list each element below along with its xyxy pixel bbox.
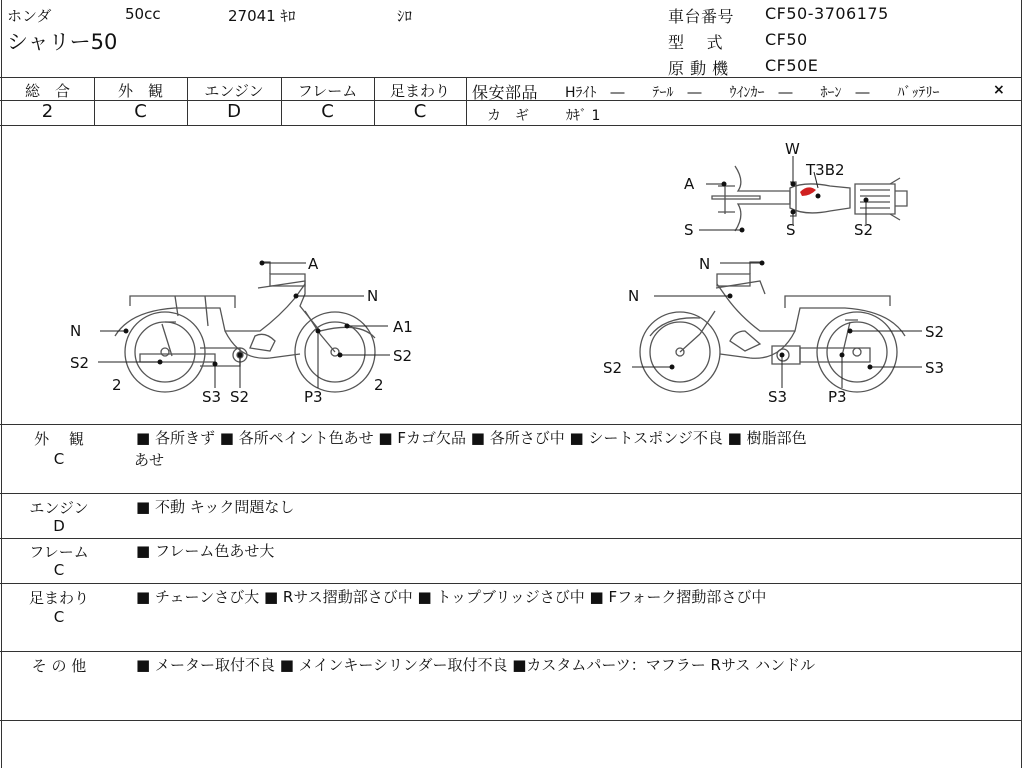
label-right-p3: P3 [828, 388, 847, 406]
grade-exterior-label: 外 観 [117, 82, 163, 100]
label-left-s2-bottom: S2 [230, 388, 250, 406]
label-top-w: W [785, 140, 800, 158]
color: ｼﾛ [397, 7, 413, 25]
label-top-s2: S2 [854, 221, 874, 239]
label-left-s2-left: S2 [70, 354, 90, 372]
notes-exterior-text: ■ 各所きず ■ 各所ペイント色あせ ■ Fカゴ欠品 ■ 各所さび中 ■ シートスポンジ不良 ■ 樹脂部色 [136, 429, 807, 447]
notes-suspension-text: ■ チェーンさび大 ■ Rサス摺動部さび中 ■ トップブリッジさび中 ■ Fフォーク摺動部さび中 [136, 588, 767, 606]
grade-suspension-value: C [413, 101, 427, 122]
label-left-p3: P3 [304, 388, 323, 406]
safety-items: Hﾗｲﾄ ― ﾃｰﾙ ― ｳｲﾝｶｰ ― ﾎｰﾝ ― ﾊﾞｯﾃﾘｰ [565, 85, 940, 101]
damage-diagram [0, 126, 1022, 423]
label-left-n-left: N [70, 322, 82, 340]
label-right-n-top: N [699, 255, 711, 273]
battery-missing-mark: × [993, 82, 1005, 98]
label-right-s3-right: S3 [925, 359, 945, 377]
engine-label: 原 動 機 [668, 59, 729, 78]
label-left-num-right: 2 [374, 376, 384, 394]
key-value: ｶｷﾞ 1 [566, 108, 601, 124]
label-right-s3-bottom: S3 [768, 388, 788, 406]
label-left-n-top: N [367, 287, 379, 305]
engine-value: CF50E [765, 56, 819, 75]
notes-exterior-grade: C [53, 450, 65, 468]
notes-other-label: そ の 他 [31, 657, 87, 675]
label-left-num-left: 2 [112, 376, 122, 394]
label-right-s2-right: S2 [925, 323, 945, 341]
label-right-s2-left: S2 [603, 359, 623, 377]
safety-title: 保安部品 [472, 83, 539, 102]
bike-left-view-icon [115, 262, 375, 392]
divider-notes-4 [0, 651, 1022, 652]
top-view-paint-mark [800, 187, 816, 196]
label-top-s-left: S [684, 221, 694, 239]
label-left-a1: A1 [393, 318, 413, 336]
notes-exterior-label: 外 観 [34, 430, 84, 448]
divider-diagram [0, 424, 1022, 425]
frame-no-label: 車台番号 [668, 7, 735, 26]
divider-notes-5 [0, 720, 1022, 721]
mileage: 27041 ｷﾛ [228, 7, 296, 25]
divider-notes-3 [0, 583, 1022, 584]
notes-frame-text: ■ フレーム色あせ大 [136, 542, 275, 560]
label-left-a: A [308, 255, 319, 273]
grade-suspension-label: 足まわり [389, 82, 450, 100]
notes-suspension-label: 足まわり [28, 589, 89, 607]
grade-overall-value: 2 [41, 101, 54, 122]
bike-right-view-icon [640, 262, 905, 392]
grade-frame-label: フレーム [297, 82, 358, 100]
grade-overall-label: 総 合 [24, 82, 70, 100]
label-left-s3: S3 [202, 388, 222, 406]
displacement: 50cc [125, 5, 161, 23]
type-label: 型 式 [668, 33, 724, 52]
notes-engine-text: ■ 不動 キック問題なし [136, 498, 295, 516]
notes-suspension-grade: C [53, 608, 65, 626]
notes-engine-grade: D [53, 517, 65, 535]
label-top-t3b2: T3B2 [806, 161, 845, 179]
notes-exterior-text-cont: あせ [134, 451, 165, 469]
notes-frame-label: フレーム [29, 543, 89, 561]
notes-other-text: ■ メーター取付不良 ■ メインキーシリンダー取付不良 ■カスタムパーツ：マフラー Rサス ハンドル [136, 656, 816, 674]
label-right-n-left: N [628, 287, 640, 305]
label-left-s2-right: S2 [393, 347, 413, 365]
label-top-s-mid: S [786, 221, 796, 239]
divider-notes-2 [0, 538, 1022, 539]
grade-exterior-value: C [134, 101, 147, 122]
grade-engine-value: D [227, 101, 241, 122]
label-top-a: A [684, 175, 695, 193]
divider-col5 [466, 77, 467, 125]
frame-no: CF50-3706175 [765, 4, 889, 23]
notes-frame-grade: C [53, 561, 65, 579]
model-name: シャリー50 [7, 30, 118, 54]
divider-header [0, 77, 1022, 78]
type-value: CF50 [765, 30, 808, 49]
divider-notes-1 [0, 493, 1022, 494]
grade-engine-label: エンジン [204, 82, 264, 100]
key-label: カ ギ [487, 108, 529, 124]
maker: ホンダ [7, 7, 52, 25]
notes-engine-label: エンジン [29, 499, 89, 517]
grade-frame-value: C [321, 101, 334, 122]
